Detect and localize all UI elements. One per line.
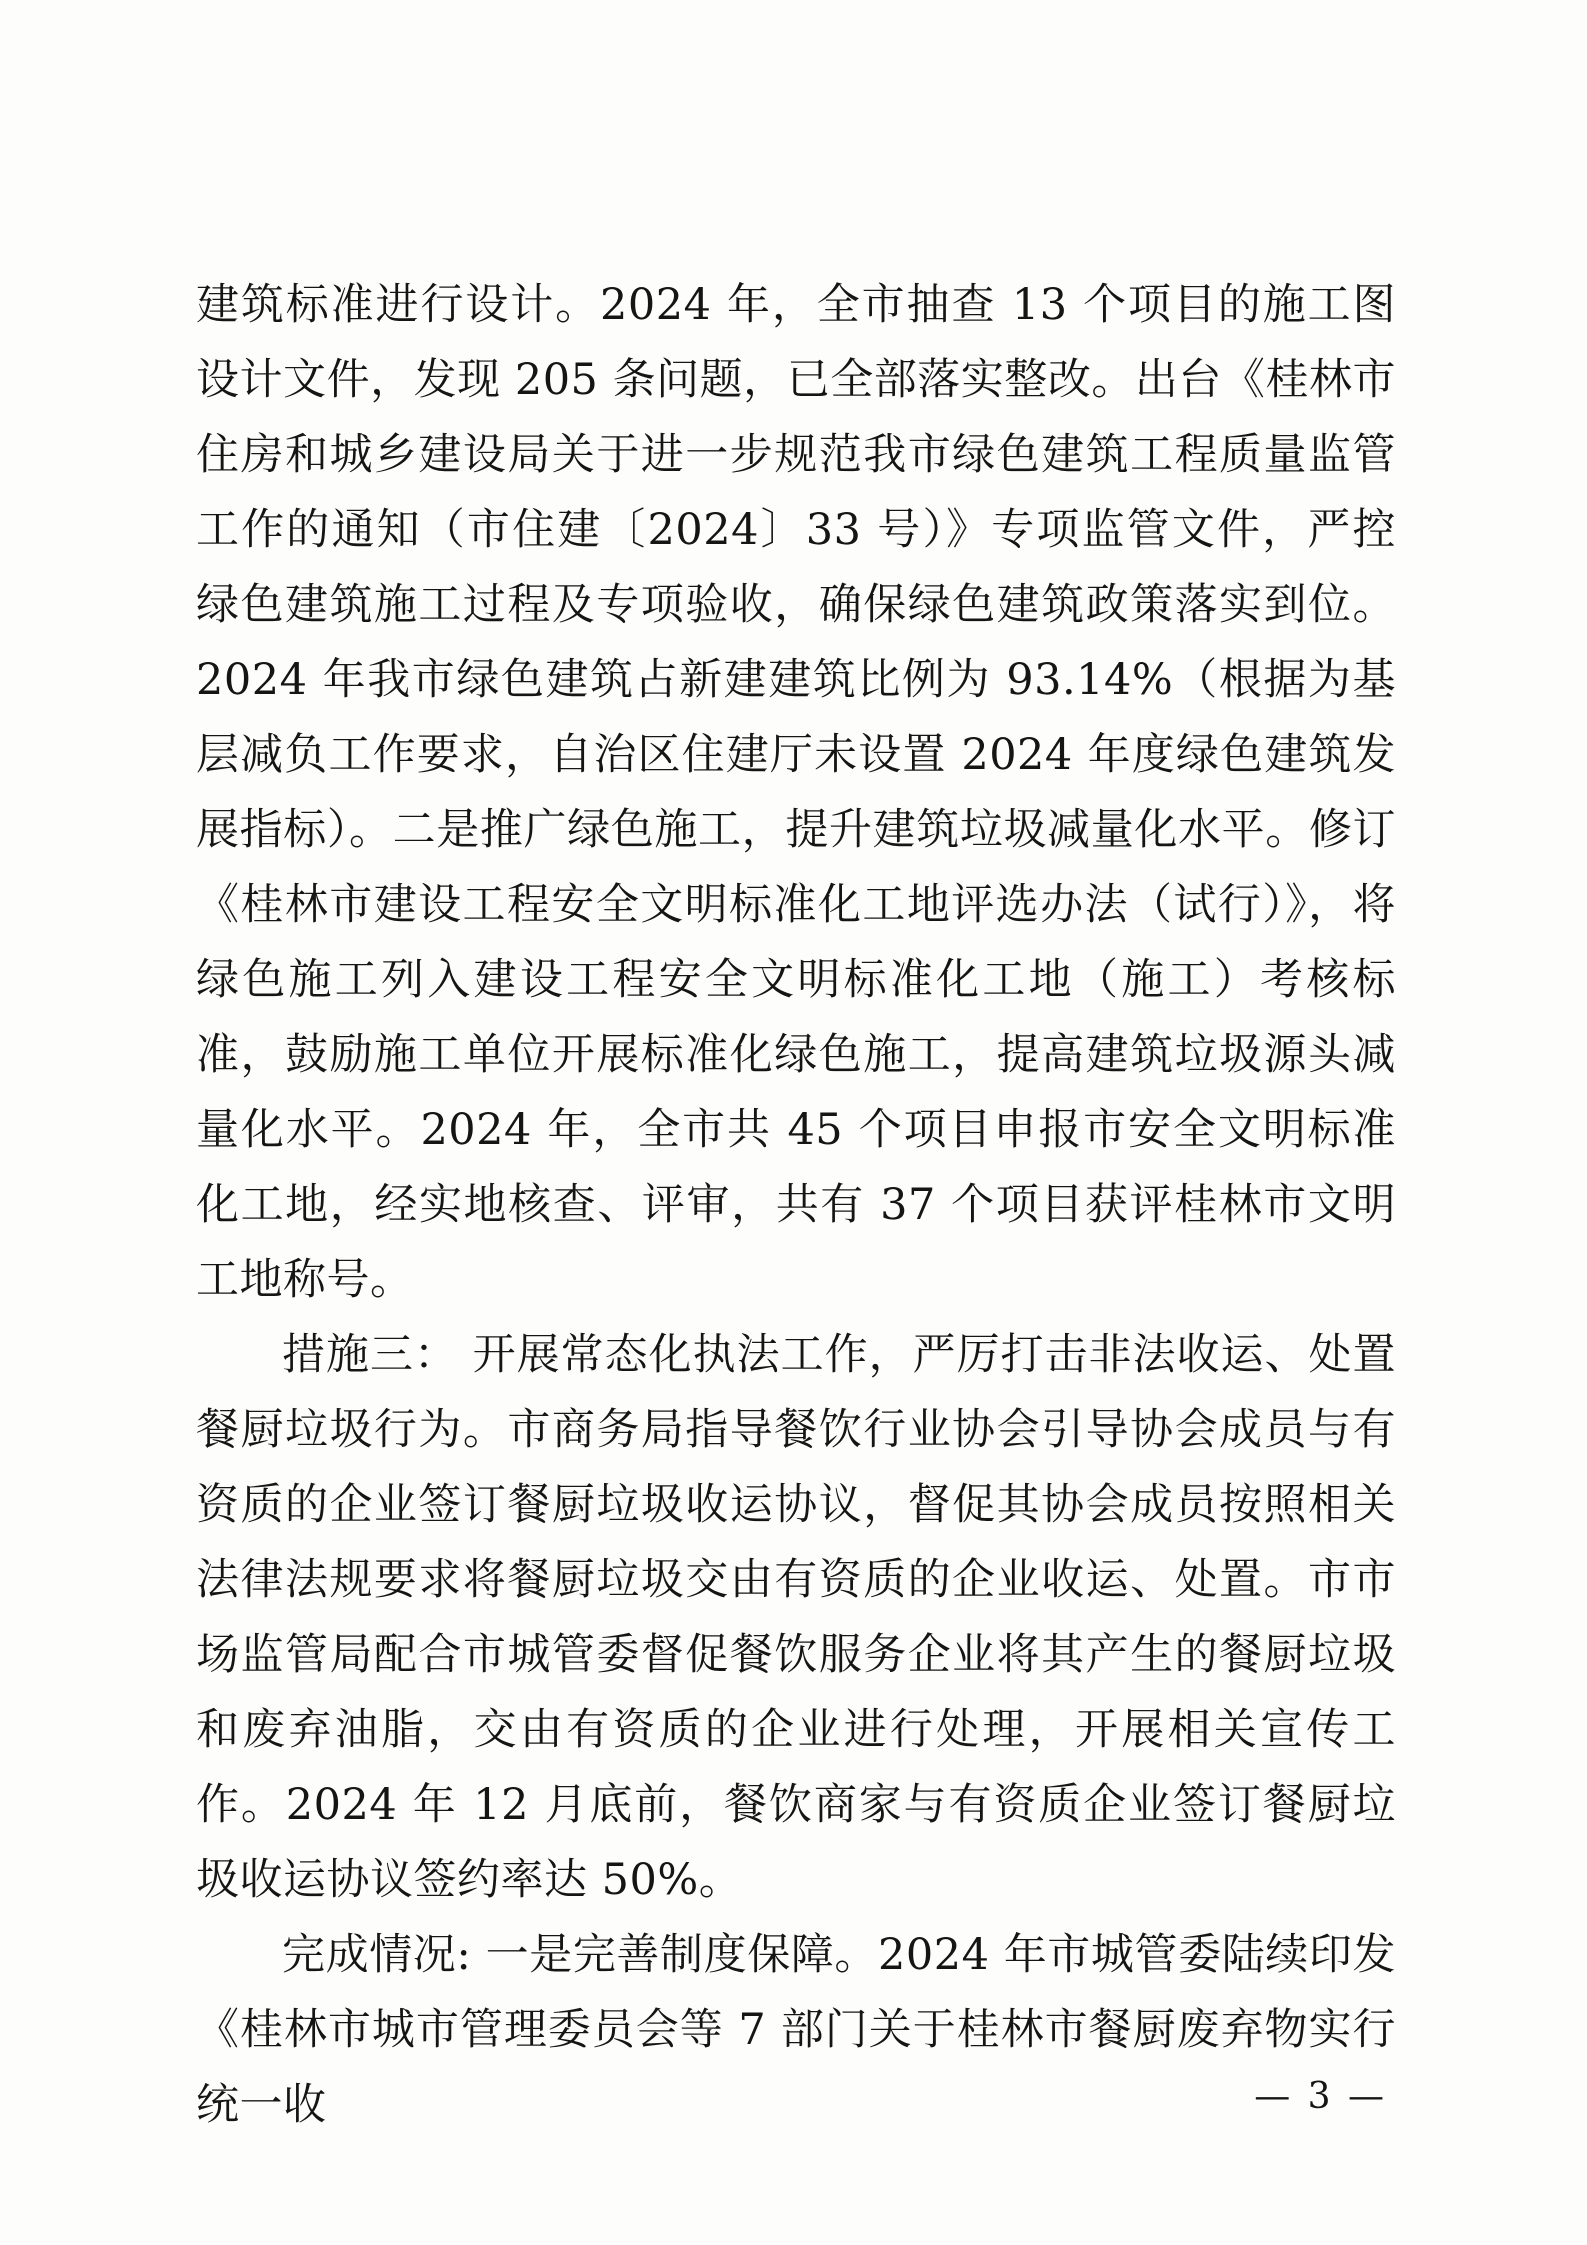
page-number: — 3 — xyxy=(1254,2076,1387,2117)
paragraph-1: 建筑标准进行设计。2024 年，全市抽查 13 个项目的施工图设计文件，发现 205 条问题，已全部落实整改。出台《桂林市住房和城乡建设局关于进一步规范我市绿色建筑工程质量监管工作的通知（市住建〔2024〕33 号）》专项监管文件，严控绿色建筑施工过程及专项验收，确保绿色建筑政策落实到位。2024 年我市绿色建筑占新建建筑比例为 93.14%（根据为基层减负工作要求，自治区住建厅未设置 2024 年度绿色建筑发展指标）。二是推广绿色施工，提升建筑垃圾减量化水平。修订《桂林市建设工程安全文明标准化工地评选办法（试行）》，将绿色施工列入建设工程安全文明标准化工地（施工）考核标准，鼓励施工单位开展标准化绿色施工，提高建筑垃圾源头减量化水平。2024 年，全市共 45 个项目申报市安全文明标准化工地，经实地核查、评审，共有 37 个项目获评桂林市文明工地称号。 xyxy=(196,280,1396,1305)
paragraph-2: 措施三： 开展常态化执法工作，严厉打击非法收运、处置餐厨垃圾行为。市商务局指导餐饮行业协会引导协会成员与有资质的企业签订餐厨垃圾收运协议，督促其协会成员按照相关法律法规要求将餐厨垃圾交由有资质的企业收运、处置。市市场监管局配合市城管委督促餐饮服务企业将其产生的餐厨垃圾和废弃油脂，交由有资质的企业进行处理，开展相关宣传工作。2024 年 12 月底前，餐饮商家与有资质企业签订餐厨垃圾收运协议签约率达 50%。 xyxy=(196,1330,1396,1905)
document-body xyxy=(196,268,1396,2143)
paragraph-3: 完成情况: 一是完善制度保障。2024 年市城管委陆续印发《桂林市城市管理委员会等 7 部门关于桂林市餐厨废弃物实行统一收 xyxy=(196,1930,1396,2130)
